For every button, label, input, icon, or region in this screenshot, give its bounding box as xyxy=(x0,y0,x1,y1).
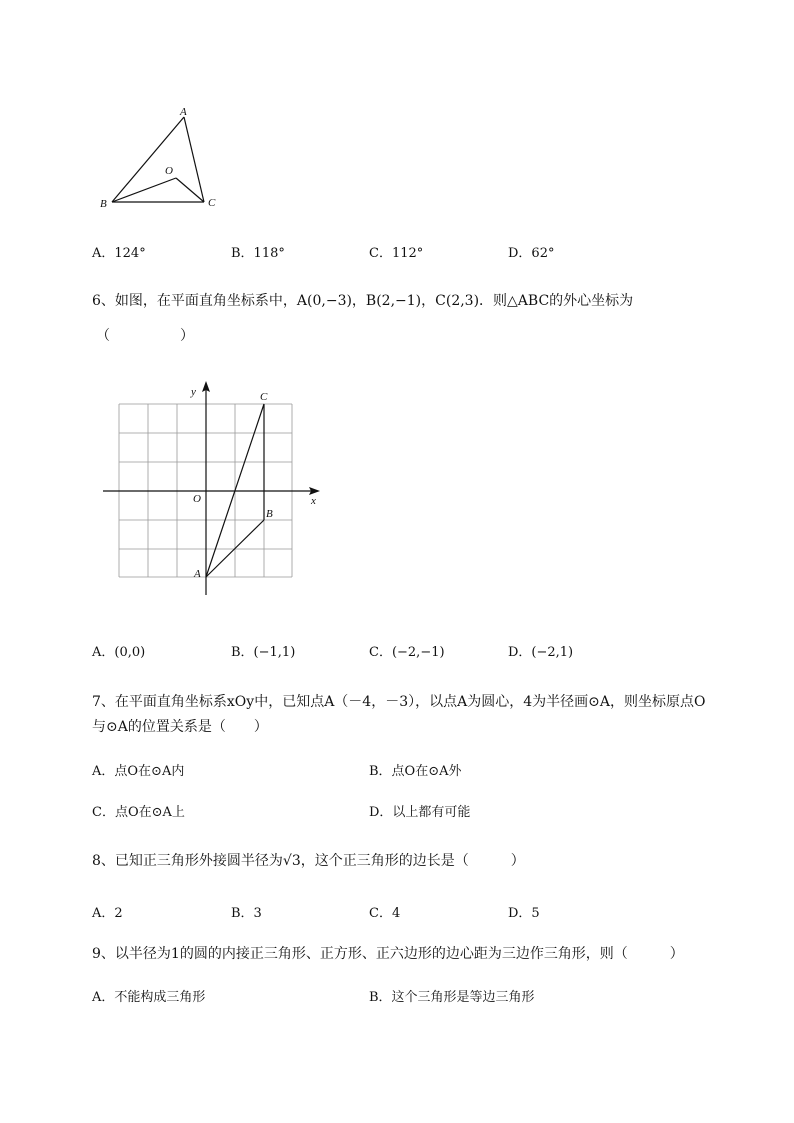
q6-stem: 6、如图，在平面直角坐标系中，A(0,−3)，B(2,−1)，C(2,3)．则△ABC的外心坐标为 xyxy=(92,293,634,309)
label-point-B: B xyxy=(266,508,273,520)
q6-option-d[interactable]: D．(−2,1) xyxy=(508,645,574,660)
axis-label-y: y xyxy=(191,386,196,398)
q7-option-c[interactable]: C．点O在⊙A上 xyxy=(92,805,185,820)
q7-option-a[interactable]: A．点O在⊙A内 xyxy=(92,764,185,779)
q5-option-d[interactable]: D．62° xyxy=(508,246,555,261)
label-B: B xyxy=(100,198,107,210)
q8-stem: 8、已知正三角形外接圆半径为√3，这个正三角形的边长是（ ） xyxy=(92,853,525,869)
q9-stem: 9、以半径为1的圆的内接正三角形、正方形、正六边形的边心距为三边作三角形，则（ ） xyxy=(92,946,684,962)
q8-option-a[interactable]: A．2 xyxy=(92,906,123,921)
label-origin: O xyxy=(193,493,201,505)
triangle-figure xyxy=(96,102,226,214)
coordinate-grid-figure xyxy=(100,380,325,602)
q7-option-b[interactable]: B．点O在⊙A外 xyxy=(369,764,462,779)
q9-option-b[interactable]: B．这个三角形是等边三角形 xyxy=(369,990,535,1005)
q7-option-d[interactable]: D．以上都有可能 xyxy=(369,805,471,820)
label-C: C xyxy=(208,197,216,209)
q8-option-d[interactable]: D．5 xyxy=(508,906,540,921)
label-O: O xyxy=(165,165,173,177)
q8-option-b[interactable]: B．3 xyxy=(231,906,262,921)
label-point-C: C xyxy=(260,391,268,403)
q5-option-c[interactable]: C．112° xyxy=(369,246,424,261)
q6-answer-blank[interactable]: （ ） xyxy=(96,328,194,344)
q6-option-c[interactable]: C．(−2,−1) xyxy=(369,645,445,660)
q6-option-b[interactable]: B．(−1,1) xyxy=(231,645,296,660)
label-A: A xyxy=(180,106,187,118)
q9-option-a[interactable]: A．不能构成三角形 xyxy=(92,990,206,1005)
q6-option-a[interactable]: A．(0,0) xyxy=(92,645,146,660)
label-point-A: A xyxy=(194,568,201,580)
q7-stem-line1: 7、在平面直角坐标系xOy中，已知点A（－4，－3），以点A为圆心，4为半径画⊙A，则坐标原点O xyxy=(92,694,706,710)
axis-label-x: x xyxy=(311,495,316,507)
q5-option-b[interactable]: B．118° xyxy=(231,246,285,261)
q7-stem-line2: 与⊙A的位置关系是（ ） xyxy=(92,719,268,735)
q5-option-a[interactable]: A．124° xyxy=(92,246,146,261)
q8-option-c[interactable]: C．4 xyxy=(369,906,401,921)
